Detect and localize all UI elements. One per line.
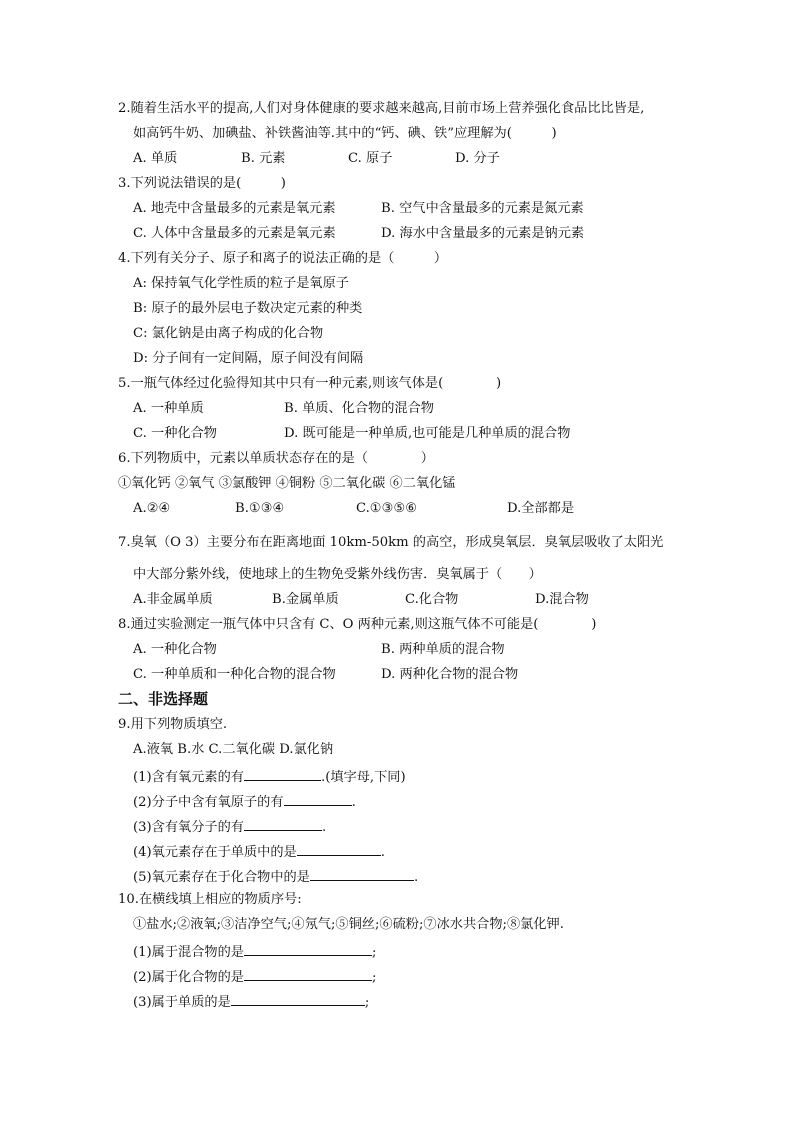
q9-part-3 [133, 817, 326, 836]
q4-option-d[interactable]: D: 分子间有一定间隔，原子间没有间隔 [133, 351, 364, 366]
q10-part-1-label: (1)属于混合物的是 [133, 945, 244, 960]
q3-option-c[interactable]: C. 人体中含量最多的元素是氧元素 [133, 226, 336, 241]
q9-part-5-label: (5)氧元素存在于化合物中的是 [133, 870, 310, 885]
q9-part-2 [133, 792, 356, 811]
q2-option-d[interactable]: D. 分子 [455, 151, 500, 166]
section-heading: 二、非选择题 [118, 690, 209, 708]
q7-option-d[interactable]: D.混合物 [535, 592, 589, 607]
q10-part-2-suffix: ; [372, 970, 377, 985]
q3-option-a[interactable]: A. 地壳中含量最多的元素是氧元素 [133, 201, 336, 216]
q9-part-3-suffix: . [322, 820, 327, 835]
q9-part-2-blank[interactable] [284, 792, 352, 806]
q10-part-2-blank[interactable] [244, 967, 372, 981]
q8-stem: 8.通过实验测定一瓶气体中只含有 C、O 两种元素,则这瓶气体不可能是( ) [118, 617, 597, 632]
q7-stem-line2: 中大部分紫外线，使地球上的生物免受紫外线伤害．臭氧属于（ ） [133, 567, 542, 582]
q4-option-a[interactable]: A: 保持氧气化学性质的粒子是氧原子 [133, 276, 349, 291]
q5-stem: 5.一瓶气体经过化验得知其中只有一种元素,则该气体是( ) [118, 376, 502, 391]
q9-part-5-suffix: . [413, 870, 419, 885]
q9-part-1-blank[interactable] [244, 767, 321, 781]
q10-part-1-blank[interactable] [244, 942, 372, 956]
q10-part-1-suffix: ; [372, 945, 377, 960]
q9-part-4-suffix: . [380, 845, 385, 860]
q9-part-1 [133, 767, 406, 786]
q10-part-3-label: (3)属于单质的是 [133, 995, 231, 1010]
q9-part-5-blank[interactable] [310, 867, 414, 881]
q2-stem-line1: 2.随着生活水平的提高,人们对身体健康的要求越来越高,目前市场上营养强化食品比比皆是, [118, 101, 645, 116]
q6-option-d[interactable]: D.全部都是 [507, 501, 575, 516]
q7-option-b[interactable]: B.金属单质 [272, 592, 339, 607]
q10-part-1 [133, 942, 376, 961]
q7-option-c[interactable]: C.化合物 [405, 592, 459, 607]
q2-option-b[interactable]: B. 元素 [241, 151, 286, 166]
q9-part-3-blank[interactable] [244, 817, 322, 831]
q6-items: ①氧化钙 ②氧气 ③氯酸钾 ④铜粉 ⑤二氧化碳 ⑥二氧化锰 [118, 476, 456, 491]
q10-part-2-label: (2)属于化合物的是 [133, 970, 244, 985]
q8-option-a[interactable]: A. 一种化合物 [133, 642, 217, 657]
q9-part-2-suffix: . [351, 795, 356, 810]
q2-stem-line2: 如高钙牛奶、加碘盐、补铁酱油等.其中的“钙、碘、铁”应理解为( ) [133, 126, 557, 141]
q9-part-1-label: (1)含有氧元素的有 [133, 770, 244, 785]
q9-part-5 [133, 867, 418, 886]
q7-option-a[interactable]: A.非金属单质 [133, 592, 213, 607]
q8-option-c[interactable]: C. 一种单质和一种化合物的混合物 [133, 667, 336, 682]
q9-part-4 [133, 842, 385, 861]
q8-option-b[interactable]: B. 两种单质的混合物 [381, 642, 505, 657]
q9-part-3-label: (3)含有氧分子的有 [133, 820, 244, 835]
q4-stem: 4.下列有关分子、原子和离子的说法正确的是（ ） [118, 251, 448, 266]
q5-option-a[interactable]: A. 一种单质 [133, 401, 204, 416]
q4-option-b[interactable]: B: 原子的最外层电子数决定元素的种类 [133, 301, 363, 316]
q4-option-c[interactable]: C: 氯化钠是由离子构成的化合物 [133, 326, 324, 341]
q3-option-d[interactable]: D. 海水中含量最多的元素是钠元素 [381, 226, 585, 241]
q9-part-4-blank[interactable] [297, 842, 381, 856]
q10-part-3-suffix: ; [364, 995, 370, 1010]
q9-part-4-label: (4)氧元素存在于单质中的是 [133, 845, 297, 860]
q3-option-b[interactable]: B. 空气中含量最多的元素是氮元素 [381, 201, 584, 216]
q7-stem-line1: 7.臭氧（O 3）主要分布在距离地面 10km-50km 的高空，形成臭氧层．臭氧层吸收了太阳光 [118, 535, 664, 550]
q2-option-c[interactable]: C. 原子 [348, 151, 393, 166]
q6-stem: 6.下列物质中，元素以单质状态存在的是（ ） [118, 451, 434, 466]
q9-part-1-suffix: .(填字母,下同) [321, 770, 406, 785]
q10-part-3 [133, 992, 369, 1011]
q9-part-2-label: (2)分子中含有氧原子的有 [133, 795, 284, 810]
q10-part-3-blank[interactable] [231, 992, 365, 1006]
q9-choices: A.液氧 B.水 C.二氧化碳 D.氯化钠 [133, 742, 334, 757]
q5-option-c[interactable]: C. 一种化合物 [133, 426, 217, 441]
q6-option-a[interactable]: A.②④ [133, 501, 171, 516]
q6-option-b[interactable]: B.①③④ [235, 501, 285, 516]
q9-stem: 9.用下列物质填空. [118, 717, 228, 732]
q10-stem: 10.在横线填上相应的物质序号: [118, 892, 302, 907]
q5-option-b[interactable]: B. 单质、化合物的混合物 [284, 401, 434, 416]
q2-option-a[interactable]: A. 单质 [133, 151, 178, 166]
q3-stem: 3.下列说法错误的是( ) [118, 176, 286, 191]
q6-option-c[interactable]: C.①③⑤⑥ [356, 501, 418, 516]
q5-option-d[interactable]: D. 既可能是一种单质,也可能是几种单质的混合物 [284, 426, 571, 441]
q10-part-2 [133, 967, 376, 986]
q10-items: ①盐水;②液氧;③洁净空气;④氖气;⑤铜丝;⑥硫粉;⑦冰水共合物;⑧氯化钾. [133, 917, 564, 932]
q8-option-d[interactable]: D. 两种化合物的混合物 [381, 667, 519, 682]
